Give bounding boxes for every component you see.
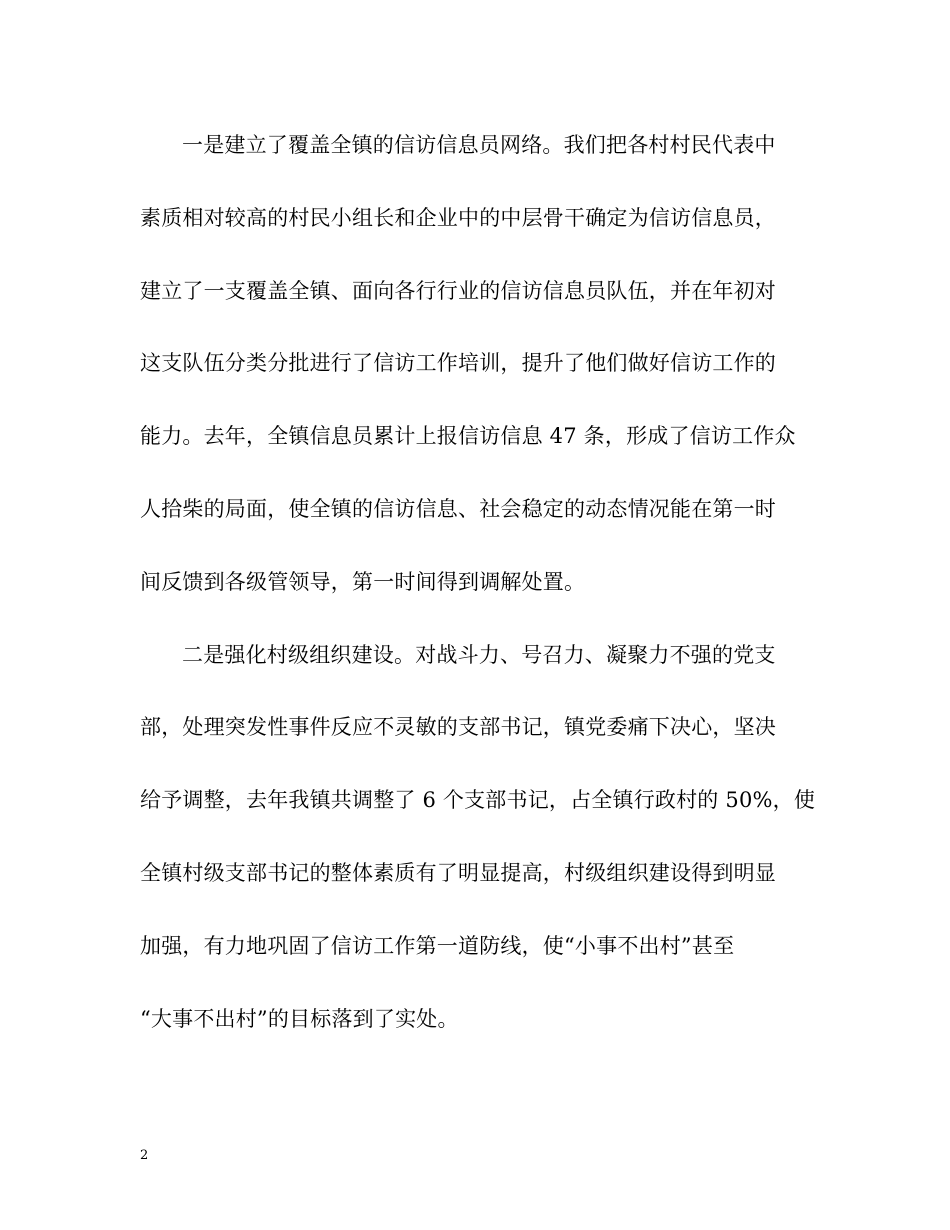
paragraph-2-line-6: “大事不出村”的目标落到了实处。 [140, 1006, 459, 1031]
paragraph-1-line-2: 素质相对较高的村民小组长和企业中的中层骨干确定为信访信息员， [140, 205, 776, 230]
paragraph-1-line-7: 间反馈到各级管领导，第一时间得到调解处置。 [140, 569, 586, 594]
paragraph-2-line-3: 给予调整，去年我镇共调整了 6 个支部书记，占全镇行政村的 50%，使 [140, 788, 816, 813]
paragraph-1-line-4: 这支队伍分类分批进行了信访工作培训，提升了他们做好信访工作的 [140, 351, 776, 376]
page-number: 2 [140, 1148, 149, 1163]
document-body [140, 123, 820, 1069]
paragraph-1-line-6: 人拾柴的局面，使全镇的信访信息、社会稳定的动态情况能在第一时 [140, 496, 776, 521]
paragraph-2-line-5: 加强，有力地巩固了信访工作第一道防线，使“小事不出村”甚至 [140, 933, 735, 958]
paragraph-1-line-3: 建立了一支覆盖全镇、面向各行行业的信访信息员队伍，并在年初对 [140, 278, 776, 303]
paragraph-2-line-4: 全镇村级支部书记的整体素质有了明显提高，村级组织建设得到明显 [140, 860, 776, 885]
paragraph-2-line-1: 二是强化村级组织建设。对战斗力、号召力、凝聚力不强的党支 [182, 642, 776, 667]
paragraph-1-line-1: 一是建立了覆盖全镇的信访信息员网络。我们把各村村民代表中 [182, 133, 776, 157]
paragraph-2-line-2: 部，处理突发性事件反应不灵敏的支部书记，镇党委痛下决心，坚决 [140, 715, 776, 740]
paragraph-1-line-5: 能力。去年，全镇信息员累计上报信访信息 47 条，形成了信访工作众 [140, 424, 796, 449]
